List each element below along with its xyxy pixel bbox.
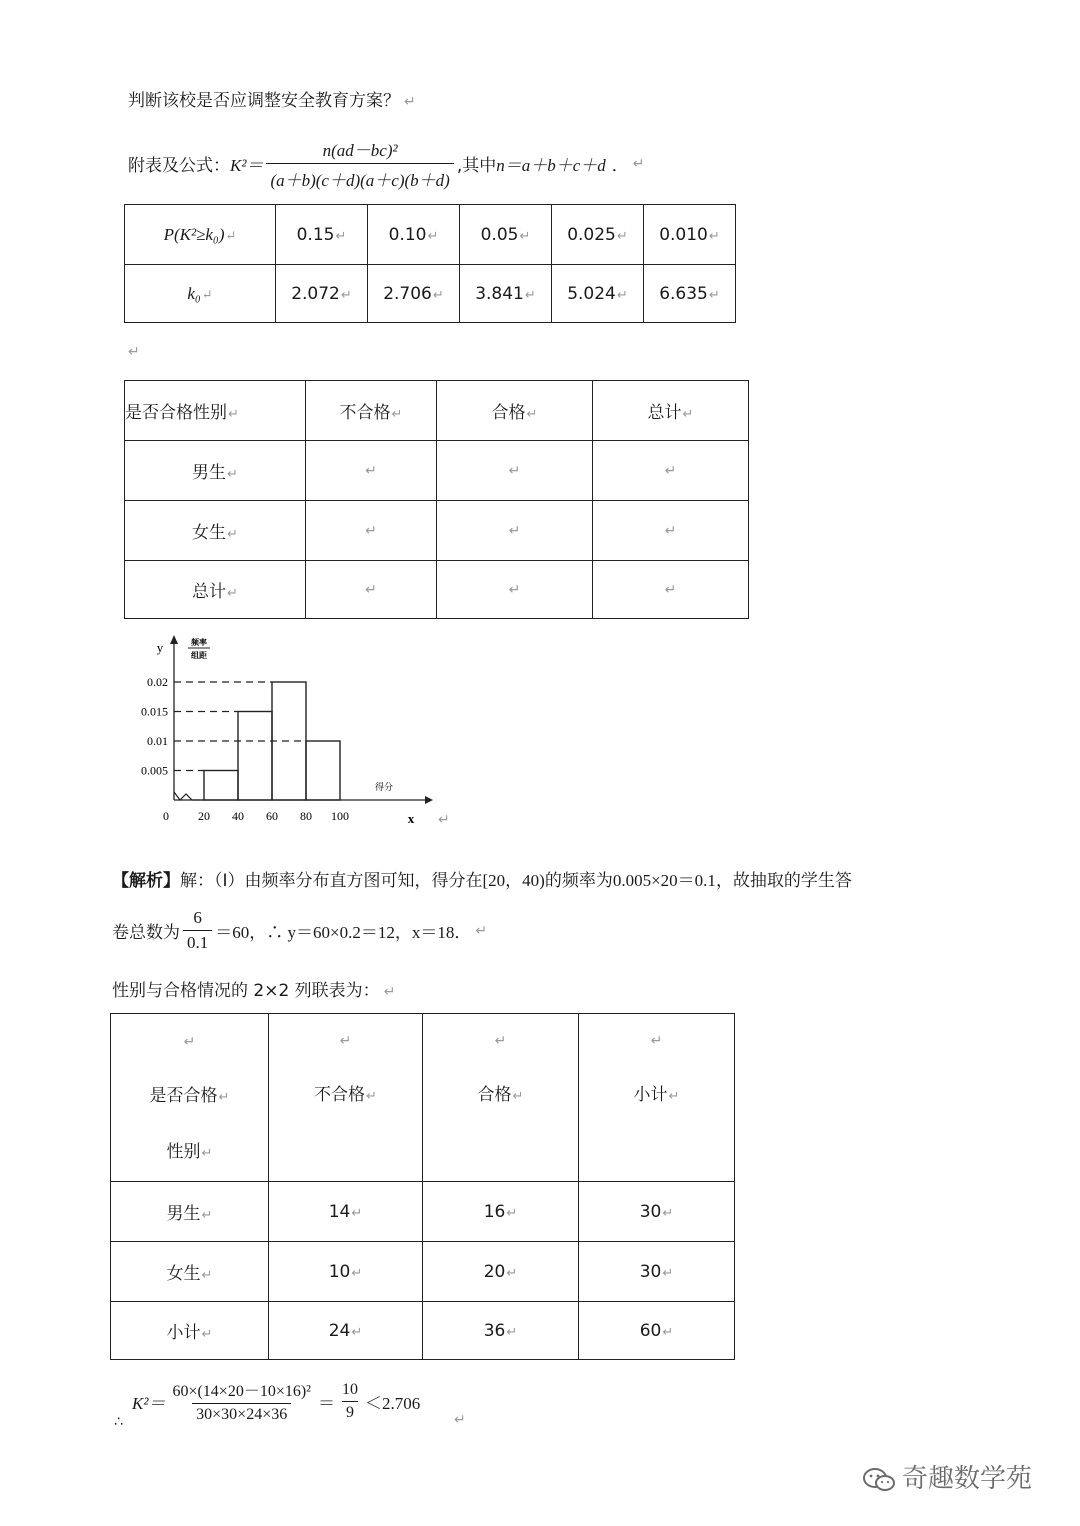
blank-cell: ↵ (593, 501, 749, 561)
formula-line: 附表及公式： K²＝ $\frac{\text{n(ad－bc)²}}{(a+b)(c+d)(a+c)(b+d)}$ ,其中 n＝a＋b＋c＋d ． ↵ (128, 136, 645, 191)
y-unit-top: 频率 (191, 638, 207, 647)
k-value-cell: 5.024↵ (552, 265, 644, 323)
blank-table-row-label: 总计↵ (125, 561, 306, 619)
table-row (111, 1242, 735, 1302)
histogram-layer (141, 635, 433, 826)
k-value-cell: 3.841↵ (460, 265, 552, 323)
result-contingency-table (110, 1013, 735, 1360)
p-value-cell: 0.10↵ (368, 205, 460, 265)
watermark: 奇趣数学苑 (862, 1458, 1032, 1495)
frequency-histogram (120, 630, 460, 840)
blank-table-row-label: 男生↵ (125, 441, 306, 501)
blank-table-row-label: 女生↵ (125, 501, 306, 561)
blank-contingency-table (124, 380, 749, 619)
blank-cell: ↵ (437, 441, 593, 501)
result-header: ↵ 合格↵ (423, 1014, 579, 1182)
result-cell: 30↵ (579, 1182, 735, 1242)
blank-table-header: 不合格↵ (306, 381, 437, 441)
result-cell: 10↵ (269, 1242, 423, 1302)
blank-cell: ↵ (437, 561, 593, 619)
blank-table-header: 合格↵ (437, 381, 593, 441)
result-cell: 60↵ (579, 1302, 735, 1360)
k-table-row2-label: k₀↵ (125, 265, 276, 323)
p-value-cell: 0.010↵ (644, 205, 736, 265)
result-header: ↵ 不合格↵ (269, 1014, 423, 1182)
formula-lhs: K²＝ (230, 156, 264, 175)
x-tick-label: 60 (266, 809, 278, 823)
k-value-cell: 2.072↵ (276, 265, 368, 323)
x-name-label: 得分 (374, 783, 394, 793)
blank-table-header: 总计↵ (593, 381, 749, 441)
critical-value-table (124, 204, 736, 323)
blank-table-header: 是否合格性别↵ (125, 381, 306, 441)
paragraph-mark: ↵ (128, 344, 140, 360)
histogram-bar (306, 741, 340, 800)
result-cell: 36↵ (423, 1302, 579, 1360)
x-tick-label: 80 (300, 809, 312, 823)
origin-label: 0 (163, 809, 169, 823)
p-value-cell: 0.05↵ (460, 205, 552, 265)
y-tick-label: 0.02 (147, 675, 168, 689)
axis-break (174, 792, 204, 800)
x-axis-label: x (407, 811, 415, 826)
solution-line-1: 【解析】解：（Ⅰ）由频率分布直方图可知，得分在[20，40)的频率为0.005×20＝0.1，故抽取的学生答 (112, 871, 852, 891)
question-line: 判断该校是否应调整安全教育方案？ ↵ (128, 91, 416, 111)
blank-cell: ↵ (593, 561, 749, 619)
p-value-cell: 0.15↵ (276, 205, 368, 265)
result-cell: 20↵ (423, 1242, 579, 1302)
result-header-corner: ↵ 是否合格↵ 性别↵ (111, 1014, 269, 1182)
result-row-label: 男生↵ (111, 1182, 269, 1242)
result-cell: 14↵ (269, 1182, 423, 1242)
k-value-cell: 6.635↵ (644, 265, 736, 323)
therefore-symbol: ∴ (114, 1414, 123, 1430)
x-tick-label: 20 (198, 809, 210, 823)
blank-cell: ↵ (306, 441, 437, 501)
result-cell: 24↵ (269, 1302, 423, 1360)
y-unit-bottom: 组距 (191, 651, 207, 660)
k-table-row1-label: P(K²≥k₀)↵ (125, 205, 276, 265)
result-cell: 16↵ (423, 1182, 579, 1242)
y-axis-arrow (170, 635, 178, 644)
total-fraction: $\frac{6}{0.1}$ (183, 908, 212, 953)
histogram-bar (238, 712, 272, 801)
y-tick-label: 0.01 (147, 734, 168, 748)
result-row-label: 女生↵ (111, 1242, 269, 1302)
table-row (111, 1182, 735, 1242)
result-fraction: $\frac{10}{9}$ (341, 1380, 358, 1421)
paragraph-mark: ↵ (438, 812, 450, 828)
solution-line-3: 性别与合格情况的 2×2 列联表为： ↵ (112, 981, 396, 1001)
blank-cell: ↵ (306, 501, 437, 561)
histogram-bar (204, 771, 238, 801)
solution-line-2: 卷总数为 $\frac{6}{0.1}$ ＝60，∴ y＝60×0.2＝12，x＝18． ↵ (112, 908, 488, 952)
formula-fraction: $\frac{\text{n(ad－bc)²}}{(a+b)(c+d)(a+c)(b+d)}$ (266, 136, 453, 191)
y-axis-label: y (156, 640, 164, 655)
k-value-cell: 2.706↵ (368, 265, 460, 323)
paragraph-mark: ↵ (454, 1412, 466, 1428)
table-row (111, 1302, 735, 1360)
x-tick-label: 100 (331, 809, 349, 823)
blank-cell: ↵ (306, 561, 437, 619)
blank-cell: ↵ (593, 441, 749, 501)
result-header: ↵ 小计↵ (579, 1014, 735, 1182)
result-row-label: 小计↵ (111, 1302, 269, 1360)
blank-cell: ↵ (437, 501, 593, 561)
chi-square-fraction: $\frac{\text{60×(14×20－10×16)²}}{30\times 30\times 24\times 36}$ (172, 1383, 311, 1423)
y-tick-label: 0.015 (141, 704, 168, 719)
p-value-cell: 0.025↵ (552, 205, 644, 265)
wechat-icon (862, 1466, 896, 1494)
x-tick-label: 40 (232, 809, 244, 823)
final-formula: K²＝ $\frac{\text{60×(14×20－10×16)²}}{30\times 30\times 24\times 36}$ ＝ $\frac{10}{9}$ ＜2.706 (132, 1378, 420, 1424)
result-cell: 30↵ (579, 1242, 735, 1302)
x-axis-arrow (425, 796, 433, 804)
y-tick-label: 0.005 (141, 763, 168, 778)
